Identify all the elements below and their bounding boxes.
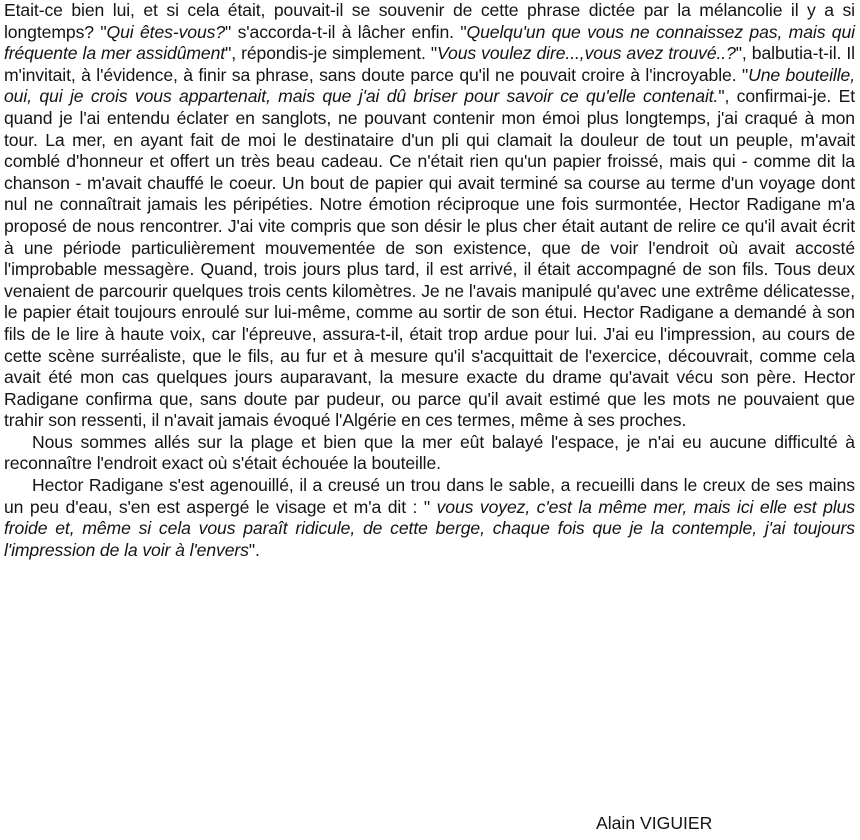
paragraph-2	[4, 432, 855, 475]
story-text	[4, 0, 855, 561]
text-segment-italic: Quelqu'un que vous ne connaissez pas, mais qui fréquente la mer assidûment	[4, 21, 855, 64]
text-segment-italic: Une bouteille, oui, qui je crois vous appartenait, mais que j'ai dû briser pour savoir ce qu'elle contenait.	[4, 64, 855, 107]
text-segment-italic: Vous voulez dire...,vous avez trouvé..?	[437, 43, 736, 64]
paragraph-1	[4, 0, 855, 432]
text-segment: ", balbutia-t-il. Il m'invitait, à l'évidence, à finir sa phrase, sans doute parce qu'il ne pouvait croire à l'incroyable. "	[4, 43, 855, 85]
text-segment: Nous sommes allés sur la plage et bien que la mer eût balayé l'espace, je n'ai eu aucune difficulté à reconnaître l'endroit exact où s'était échouée la bouteille.	[4, 431, 855, 474]
paragraph-3	[4, 475, 855, 561]
text-segment: ", confirmai-je. Et quand je l'ai entendu éclater en sanglots, ne pouvant contenir mon émoi plus longtemps, j'ai craqué à mon tour. La mer, en ayant fait de moi le destinataire d'un pli qui clamait la douleur de tout un peuple, m'avait comblé d'honneur et offert un très beau cadeau. Ce n'était rien qu'un papier froissé, mais qui - comme dit la chanson - m'avait chauffé le coeur. Un bout de papier qui avait terminé sa course au terme d'un voyage dont nul ne connaîtrait jamais les péripéties. Notre émotion réciproque une fois surmontée, Hector Radigane m'a proposé de nous rencontrer. J'ai vite compris que son désir le plus cher était autant de relire ce qu'il avait écrit à une période particulièrement mouvementée de son existence, que de voir l'endroit où avait accosté l'improbable messagère. Quand, trois jours plus tard, il est arrivé, il était accompagné de son fils. Tous deux venaient de parcourir quelques trois cents kilomètres. Je ne l'avais manipulé qu'avec une extrême délicatesse, le papier était toujours enroulé sur lui-même, comme au sortir de son étui. Hector Radigane a demandé à son fils de le lire à haute voix, car l'épreuve, assura-t-il, était trop ardue pour lui. J'ai eu l'impression, au cours de cette scène surréaliste, que le fils, au fur et à mesure qu'il s'acquittait de l'exercice, découvrait, comme cela avait été mon cas quelques jours auparavant, la mesure exacte du drame qu'avait vécu son père. Hector Radigane confirma que, sans doute par pudeur, ou parce qu'il avait estimé que les mots ne pouvaient que trahir son ressenti, il n'avait jamais évoqué l'Algérie en ces termes, même à ses proches.	[4, 86, 855, 431]
text-segment: ", répondis-je simplement. "	[225, 43, 438, 64]
text-segment: Etait-ce bien lui, et si cela était, pouvait-il se souvenir de cette phrase dictée par la mélancolie il y a si longtemps? "	[4, 0, 855, 42]
text-segment: Hector Radigane s'est agenouillé, il a creusé un trou dans le sable, a recueilli dans le creux de ses mains un peu d'eau, s'en est aspergé le visage et m'a dit : "	[4, 475, 855, 517]
text-segment-italic: Qui êtes-vous?	[106, 21, 226, 42]
text-segment-italic: vous voyez, c'est la même mer, mais ici elle est plus froide et, même si cela vous paraît ridicule, de cette berge, chaque fois que je la contemple, j'ai toujours l'impression de la voir à l'envers	[4, 496, 855, 560]
text-segment: " s'accorda-t-il à lâcher enfin. "	[225, 21, 467, 42]
text-segment: ".	[248, 539, 260, 560]
author-signature: Alain VIGUIER	[596, 813, 713, 833]
